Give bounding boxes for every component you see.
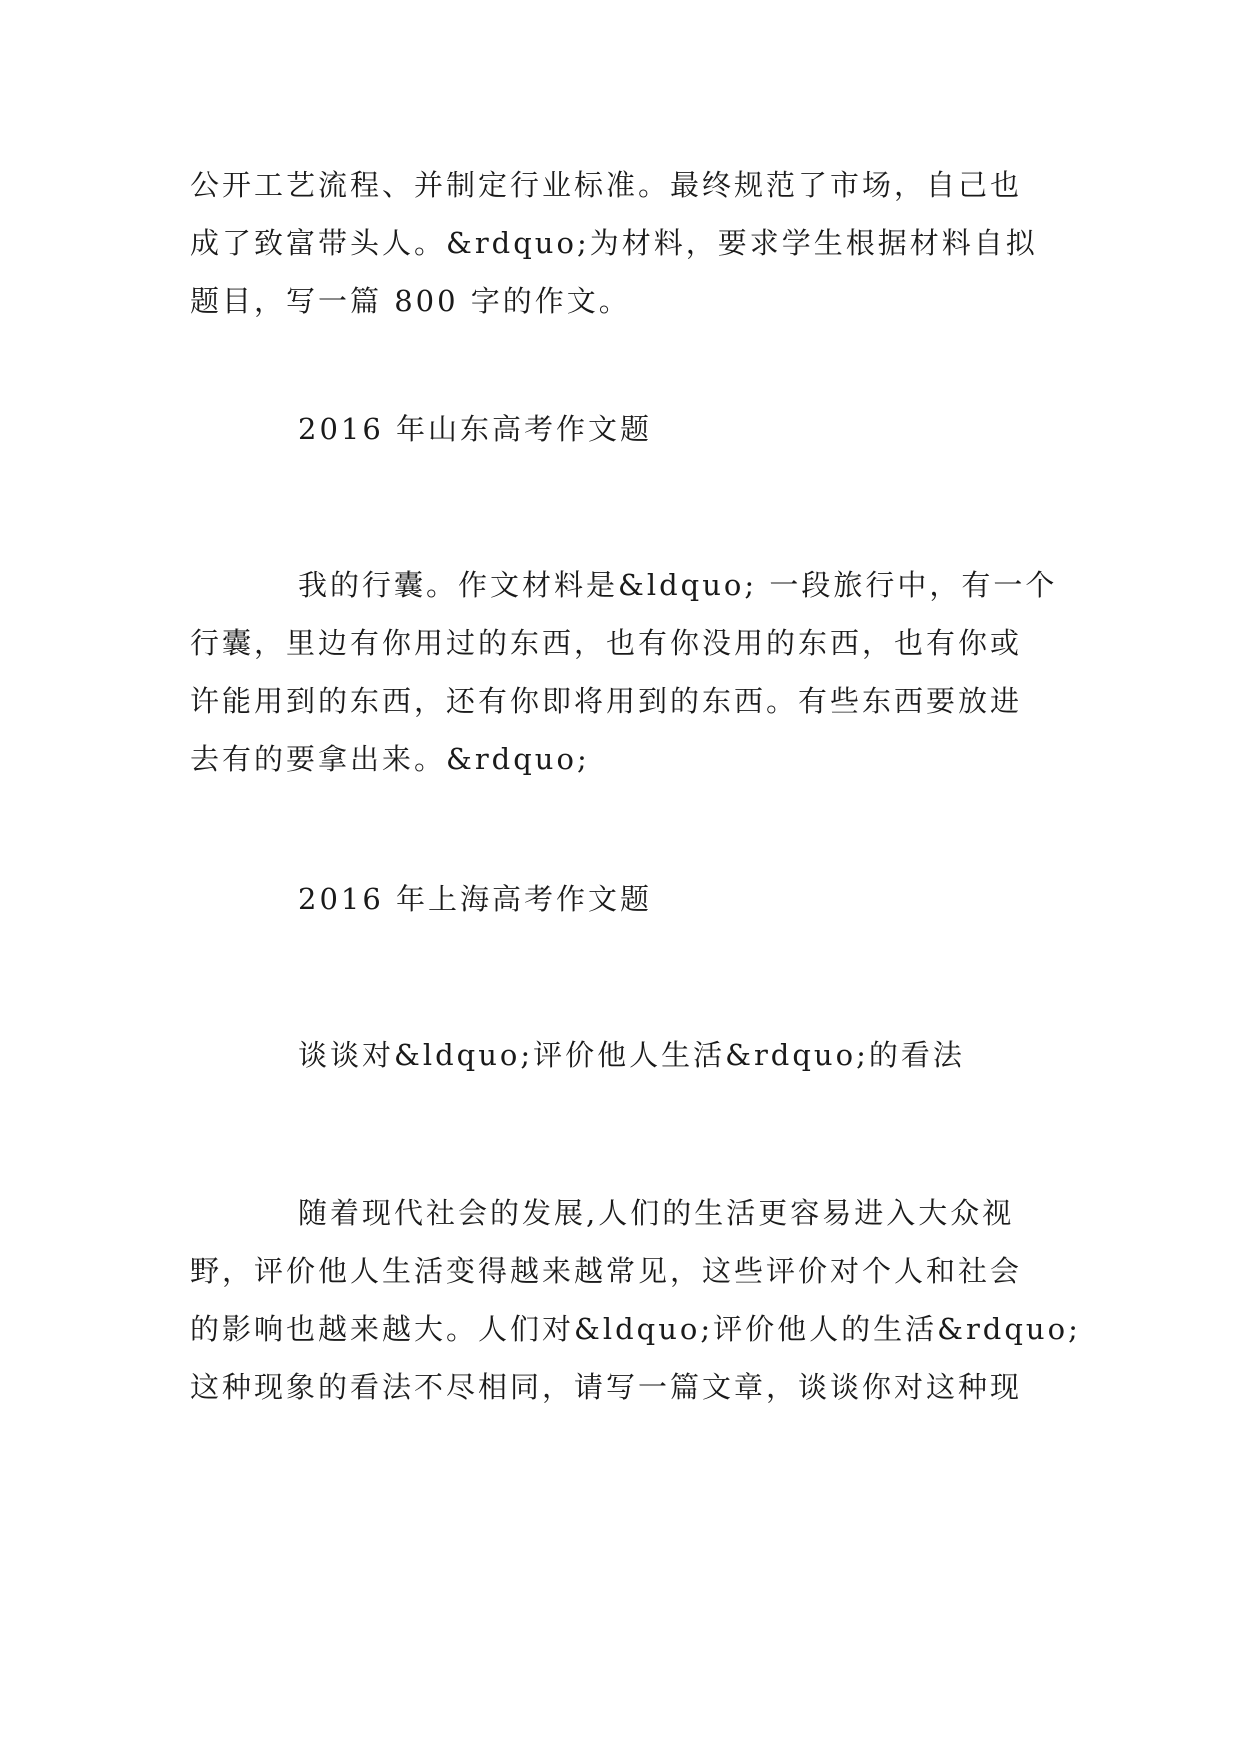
text-line: 许能用到的东西，还有你即将用到的东西。有些东西要放进: [190, 684, 1023, 718]
paragraph-shandong-prompt: [190, 556, 1070, 788]
text-line: 我的行囊。作文材料是&ldquo; 一段旅行中，有一个: [298, 568, 1058, 602]
topic-line-shanghai: 谈谈对&ldquo;评价他人生活&rdquo;的看法: [298, 1038, 965, 1072]
text-line: 这种现象的看法不尽相同，请写一篇文章，谈谈你对这种现: [190, 1370, 1023, 1404]
section-heading-shandong: 2016 年山东高考作文题: [298, 412, 653, 446]
text-line: 去有的要拿出来。&rdquo;: [190, 742, 590, 776]
text-line: 行囊，里边有你用过的东西，也有你没用的东西，也有你或: [190, 626, 1023, 660]
section-heading-shanghai: 2016 年上海高考作文题: [298, 882, 653, 916]
text-line: 题目，写一篇 800 字的作文。: [190, 284, 631, 318]
paragraph-intro-continued: [190, 156, 1070, 330]
text-line: 野，评价他人生活变得越来越常见，这些评价对个人和社会: [190, 1254, 1023, 1288]
paragraph-shanghai-prompt: [190, 1184, 1081, 1416]
text-line: 成了致富带头人。&rdquo;为材料，要求学生根据材料自拟: [190, 226, 1038, 260]
text-line: 公开工艺流程、并制定行业标准。最终规范了市场，自己也: [190, 168, 1023, 202]
text-line: 随着现代社会的发展,人们的生活更容易进入大众视: [298, 1196, 1015, 1230]
text-line: 的影响也越来越大。人们对&ldquo;评价他人的生活&rdquo;: [190, 1312, 1081, 1346]
